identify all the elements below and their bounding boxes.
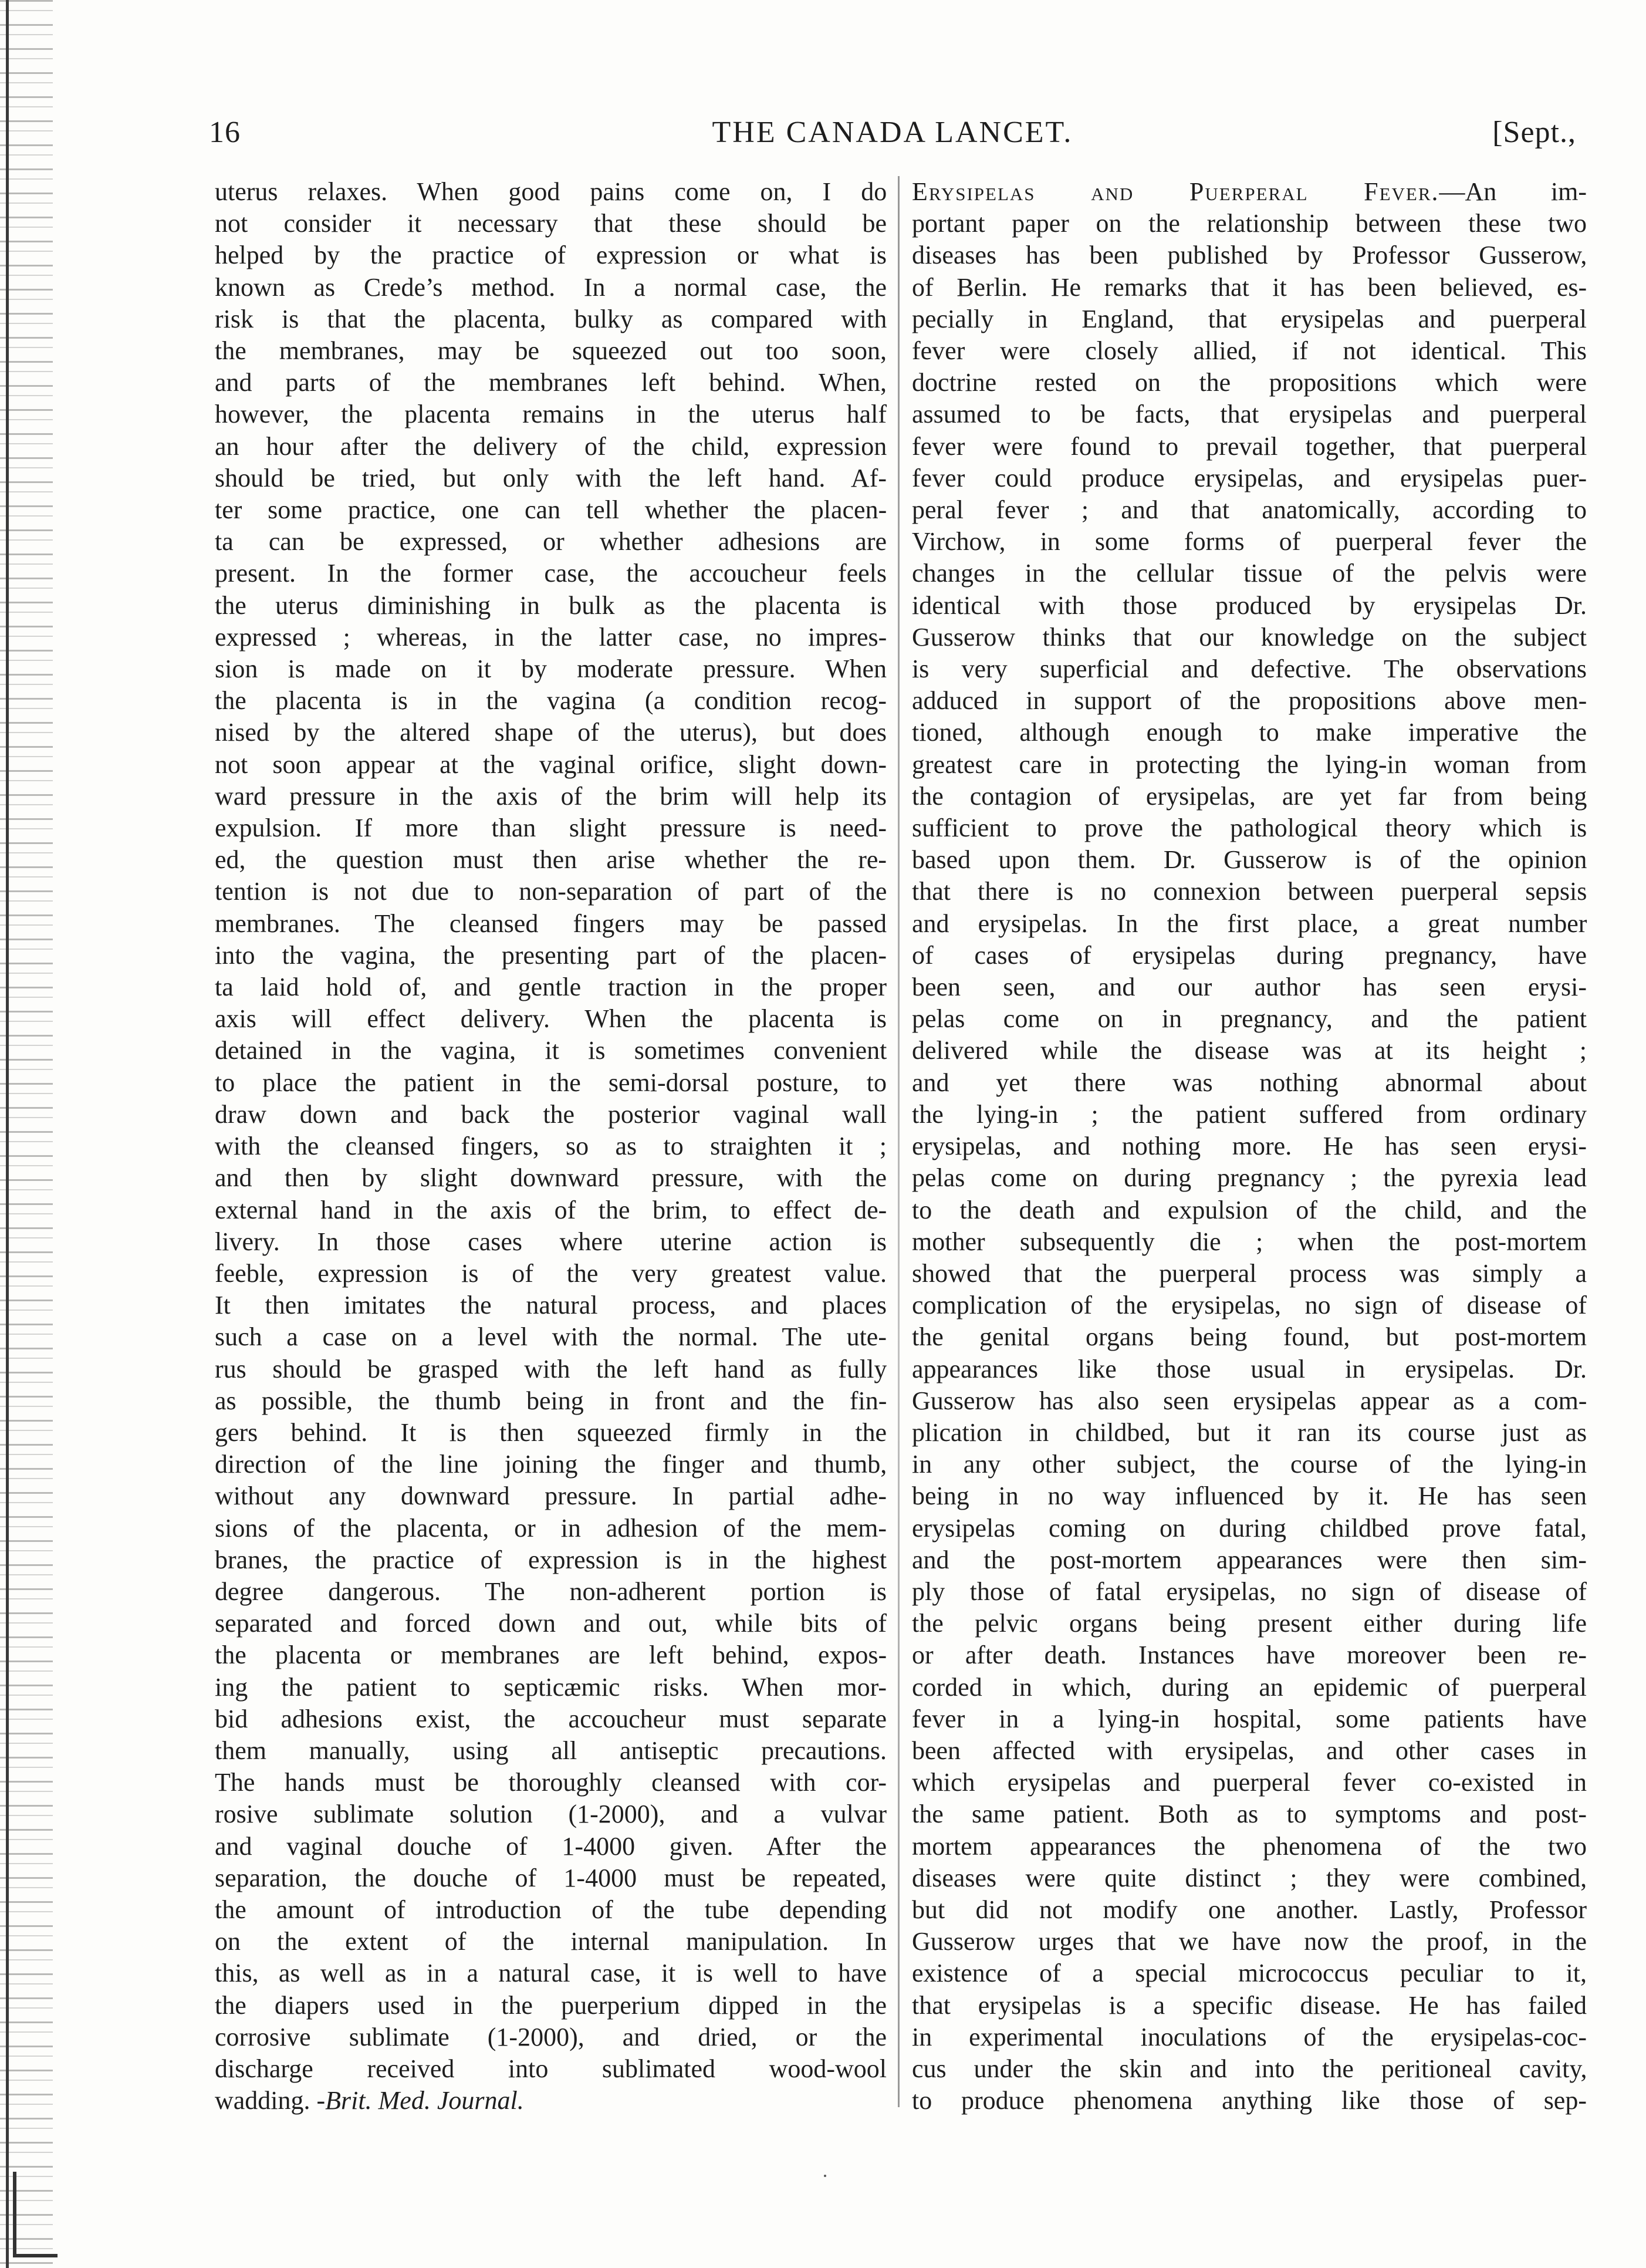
source-credit: -Brit. Med. Journal. <box>316 2086 524 2115</box>
text-line: uterus relaxes. When good pains come on, I do <box>215 177 887 206</box>
text-line: rosive sublimate solution (1-2000), and a vulvar <box>215 1800 887 1829</box>
text-line: of cases of erysipelas during pregnancy, have <box>912 940 1587 970</box>
text-line: mother subsequently die ; when the post-mortem <box>912 1227 1587 1256</box>
text-line: the amount of introduction of the tube depending <box>215 1895 887 1924</box>
text-line: been affected with erysipelas, and other cases in <box>912 1736 1587 1765</box>
text-line: doctrine rested on the propositions which were <box>912 368 1587 397</box>
text-line: Virchow, in some forms of puerperal fever the <box>912 527 1587 556</box>
right-column <box>912 176 1587 2148</box>
article-heading: Erysipelas and Puerperal Fever. <box>912 177 1439 206</box>
text-line: into the vagina, the presenting part of the placen- <box>215 940 887 970</box>
text-line: axis will effect delivery. When the placenta is <box>215 1004 887 1034</box>
text-line: tioned, although enough to make imperative the <box>912 718 1587 747</box>
text-line: not consider it necessary that these should be <box>215 209 887 238</box>
column-rule <box>898 176 900 2107</box>
text-line: ta can be expressed, or whether adhesions are <box>215 527 887 556</box>
text-line: pelas come on in pregnancy, and the patient <box>912 1004 1587 1034</box>
text-line: the genital organs being found, but post-mortem <box>912 1322 1587 1352</box>
text-line: being in no way influenced by it. He has seen <box>912 1481 1587 1511</box>
text-line: existence of a special micrococcus peculiar to it, <box>912 1959 1587 1988</box>
text-line: identical with those produced by erysipelas Dr. <box>912 590 1587 620</box>
page-number: 16 <box>209 116 241 149</box>
text-line: changes in the cellular tissue of the pelvis were <box>912 559 1587 588</box>
text-line: them manually, using all antiseptic precautions. <box>215 1736 887 1765</box>
text-line: Gusserow thinks that our knowledge on the subject <box>912 622 1587 652</box>
text-line-final <box>215 2085 887 2117</box>
journal-title: THE CANADA LANCET. <box>712 116 1073 149</box>
text-line: pecially in England, that erysipelas and puerperal <box>912 304 1587 333</box>
text-line: the uterus diminishing in bulk as the placenta is <box>215 590 887 620</box>
text-line: in experimental inoculations of the erysipelas-coc- <box>912 2022 1587 2051</box>
text-line: known as Crede’s method. In a normal case, the <box>215 272 887 302</box>
text-line: and parts of the membranes left behind. When, <box>215 368 887 397</box>
text-line: however, the placenta remains in the uterus half <box>215 400 887 429</box>
text-line: on the extent of the internal manipulation. In <box>215 1927 887 1956</box>
text-line: expulsion. If more than slight pressure is need- <box>215 814 887 843</box>
text-line: expressed ; whereas, in the latter case, no impres- <box>215 622 887 652</box>
text-line: separated and forced down and out, while bits of <box>215 1609 887 1638</box>
text-line: membranes. The cleansed fingers may be passed <box>215 909 887 938</box>
text-line: and vaginal douche of 1-4000 given. After the <box>215 1831 887 1861</box>
text-line: showed that the puerperal process was simply a <box>912 1258 1587 1288</box>
text-line: degree dangerous. The non-adherent portion is <box>215 1577 887 1606</box>
text-line: ing the patient to septicæmic risks. When mor- <box>215 1672 887 1702</box>
text-line: feeble, expression is of the very greatest value. <box>215 1258 887 1288</box>
text-line: as possible, the thumb being in front and the fin- <box>215 1386 887 1415</box>
text-line: pelas come on during pregnancy ; the pyrexia lead <box>912 1163 1587 1193</box>
text-line: risk is that the placenta, bulky as compared with <box>215 304 887 333</box>
text-line: corrosive sublimate (1-2000), and dried, or the <box>215 2022 887 2051</box>
text-line: appearances like those usual in erysipelas. Dr. <box>912 1354 1587 1383</box>
text-line: should be tried, but only with the left hand. Af- <box>215 463 887 492</box>
text-line: Gusserow has also seen erysipelas appear as a com- <box>912 1386 1587 1415</box>
text-line: without any downward pressure. In partial adhe- <box>215 1481 887 1511</box>
text-line: fever in a lying-in hospital, some patients have <box>912 1704 1587 1733</box>
text-line: with the cleansed fingers, so as to straighten it ; <box>215 1132 887 1161</box>
text-line: mortem appearances the phenomena of the two <box>912 1831 1587 1861</box>
text-line: peral fever ; and that anatomically, according to <box>912 495 1587 525</box>
text-line: based upon them. Dr. Gusserow is of the opinion <box>912 845 1587 875</box>
text-line: gers behind. It is then squeezed firmly in the <box>215 1418 887 1447</box>
text-line: to produce phenomena anything like those of sep- <box>912 2086 1587 2115</box>
text-line: an hour after the delivery of the child, expression <box>215 431 887 461</box>
text-line: fever were found to prevail together, that puerperal <box>912 431 1587 461</box>
text-line: adduced in support of the propositions above men- <box>912 686 1587 716</box>
text-line: is very superficial and defective. The observations <box>912 654 1587 684</box>
text-line: It then imitates the natural process, and places <box>215 1291 887 1320</box>
text-line: greatest care in protecting the lying-in woman from <box>912 750 1587 779</box>
text-line: erysipelas coming on during childbed prove fatal, <box>912 1513 1587 1543</box>
text-line: ta laid hold of, and gentle traction in the proper <box>215 973 887 1002</box>
text-line: branes, the practice of expression is in the highest <box>215 1545 887 1574</box>
text-line: diseases were quite distinct ; they were combined, <box>912 1863 1587 1892</box>
text-line: the lying-in ; the patient suffered from ordinary <box>912 1099 1587 1129</box>
text-line: livery. In those cases where uterine action is <box>215 1227 887 1256</box>
article-heading-tail: —An im- <box>1439 177 1587 206</box>
text-line: fever could produce erysipelas, and erysipelas puer- <box>912 463 1587 492</box>
text-line: Gusserow urges that we have now the proof, in the <box>912 1927 1587 1956</box>
text-line: that erysipelas is a specific disease. He has failed <box>912 1990 1587 2020</box>
text-line: ter some practice, one can tell whether the placen- <box>215 495 887 525</box>
text-line: The hands must be thoroughly cleansed with cor- <box>215 1768 887 1797</box>
text-line: direction of the line joining the finger and thumb, <box>215 1450 887 1479</box>
text-line: bid adhesions exist, the accoucheur must separate <box>215 1704 887 1733</box>
text-line: tention is not due to non-separation of part of the <box>215 877 887 906</box>
text-line: detained in the vagina, it is sometimes convenient <box>215 1036 887 1065</box>
text-line: separation, the douche of 1-4000 must be repeated, <box>215 1863 887 1892</box>
text-line: ward pressure in the axis of the brim will help its <box>215 781 887 811</box>
running-head <box>209 115 1576 162</box>
text-line: corded in which, during an epidemic of puerperal <box>912 1672 1587 1702</box>
text-line: assumed to be facts, that erysipelas and puerperal <box>912 400 1587 429</box>
text-line: helped by the practice of expression or what is <box>215 241 887 270</box>
text-line: erysipelas, and nothing more. He has seen erysi- <box>912 1132 1587 1161</box>
text-line: plication in childbed, but it ran its course just as <box>912 1418 1587 1447</box>
text-line: diseases has been published by Professor Gusserow, <box>912 241 1587 270</box>
text-line: the same patient. Both as to symptoms and post- <box>912 1800 1587 1829</box>
text-line: the membranes, may be squeezed out too soon, <box>215 336 887 366</box>
text-line: complication of the erysipelas, no sign of disease of <box>912 1291 1587 1320</box>
text-line: which erysipelas and puerperal fever co-existed in <box>912 1768 1587 1797</box>
text-line: been seen, and our author has seen erysi- <box>912 973 1587 1002</box>
text-line: not soon appear at the vaginal orifice, slight down- <box>215 750 887 779</box>
text-line: the pelvic organs being present either during life <box>912 1609 1587 1638</box>
text-line: present. In the former case, the accoucheur feels <box>215 559 887 588</box>
text-line: to the death and expulsion of the child, and the <box>912 1195 1587 1224</box>
text-line: fever were closely allied, if not identical. This <box>912 336 1587 366</box>
text-line: sion is made on it by moderate pressure. When <box>215 654 887 684</box>
text-line: cus under the skin and into the peritioneal cavity, <box>912 2054 1587 2083</box>
text-line: and then by slight downward pressure, with the <box>215 1163 887 1193</box>
issue-month: [Sept., <box>1492 116 1576 149</box>
left-column <box>215 176 887 2148</box>
text-line: the contagion of erysipelas, are yet far from being <box>912 781 1587 811</box>
text-line: draw down and back the posterior vaginal wall <box>215 1099 887 1129</box>
text-line-final-word: wadding. <box>215 2086 317 2115</box>
binding-notch <box>13 2172 58 2257</box>
text-line: of Berlin. He remarks that it has been believed, es- <box>912 272 1587 302</box>
text-line: external hand in the axis of the brim, to effect de- <box>215 1195 887 1224</box>
text-line: the placenta is in the vagina (a condition recog- <box>215 686 887 716</box>
text-line: but did not modify one another. Lastly, Professor <box>912 1895 1587 1924</box>
text-line: such a case on a level with the normal. The ute- <box>215 1322 887 1352</box>
text-line: sufficient to prove the pathological theory which is <box>912 814 1587 843</box>
text-line: and yet there was nothing abnormal about <box>912 1068 1587 1097</box>
text-line: or after death. Instances have moreover been re- <box>912 1641 1587 1670</box>
text-line: nised by the altered shape of the uterus), but does <box>215 718 887 747</box>
text-line: delivered while the disease was at its height ; <box>912 1036 1587 1065</box>
text-line: portant paper on the relationship between these two <box>912 209 1587 238</box>
text-line: the diapers used in the puerperium dipped in the <box>215 1990 887 2020</box>
text-line: that there is no connexion between puerperal sepsis <box>912 877 1587 906</box>
text-line: and the post-mortem appearances were then sim- <box>912 1545 1587 1574</box>
text-line: rus should be grasped with the left hand as fully <box>215 1354 887 1383</box>
text-line: to place the patient in the semi-dorsal posture, to <box>215 1068 887 1097</box>
text-line: discharge received into sublimated wood-wool <box>215 2054 887 2083</box>
text-line: ed, the question must then arise whether the re- <box>215 845 887 875</box>
text-line: this, as well as in a natural case, it is well to have <box>215 1959 887 1988</box>
text-line: and erysipelas. In the first place, a great number <box>912 909 1587 938</box>
text-line: in any other subject, the course of the lying-in <box>912 1450 1587 1479</box>
article-heading-line <box>912 176 1587 208</box>
text-line: the placenta or membranes are left behind, expos- <box>215 1641 887 1670</box>
text-line: sions of the placenta, or in adhesion of the mem- <box>215 1513 887 1543</box>
text-line: ply those of fatal erysipelas, no sign of disease of <box>912 1577 1587 1606</box>
binding-line <box>6 0 9 2268</box>
speck-mark <box>824 2175 826 2177</box>
